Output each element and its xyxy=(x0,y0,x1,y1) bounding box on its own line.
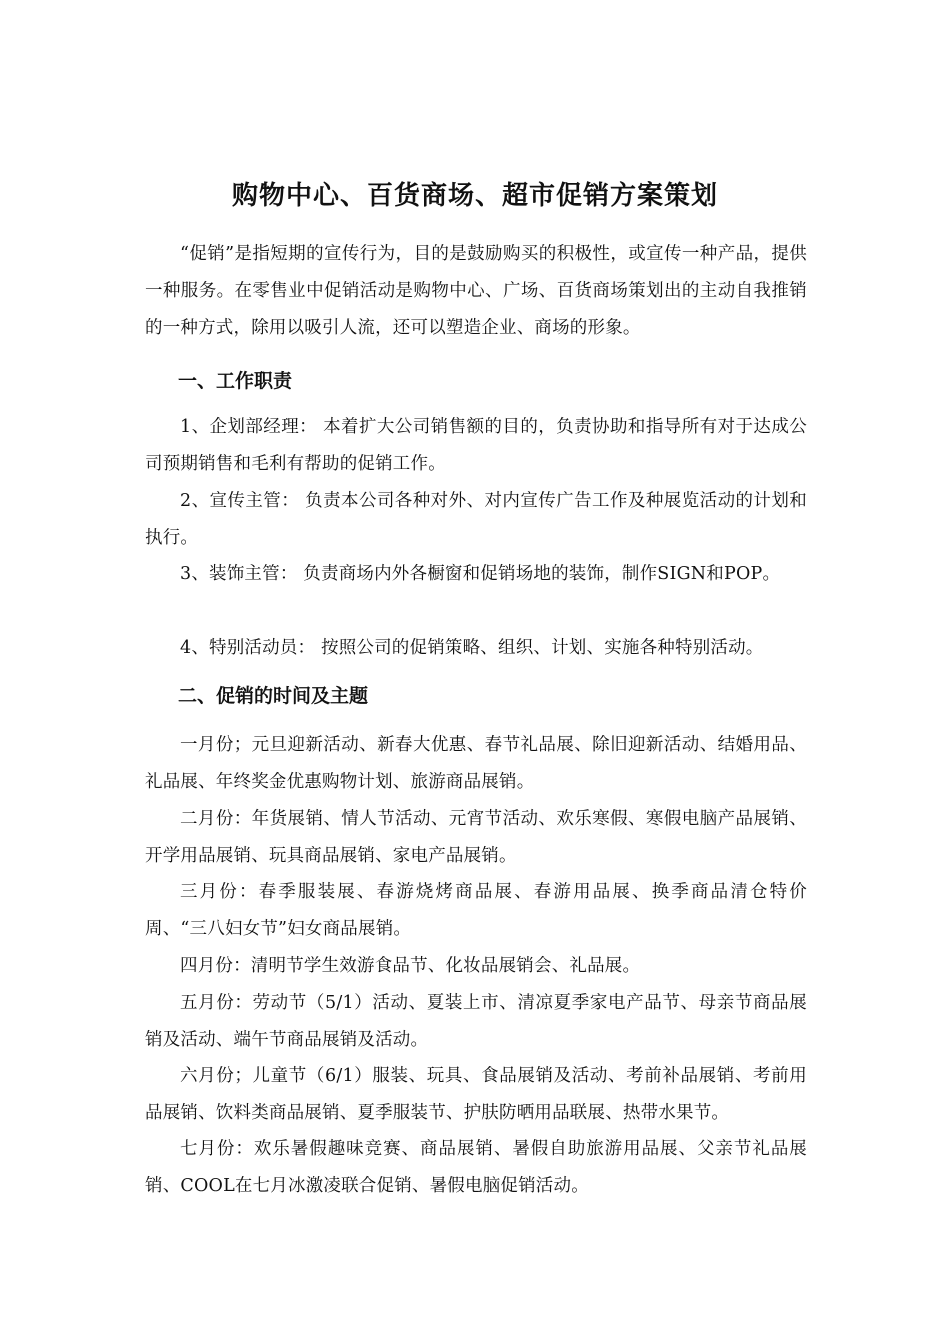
month-item-january: 一月份；元旦迎新活动、新春大优惠、春节礼品展、除旧迎新活动、结婚用品、礼品展、年终奖金优惠购物计划、旅游商品展销。 xyxy=(145,735,807,792)
duty-item-1: 1、企划部经理： 本着扩大公司销售额的目的，负责协助和指导所有对于达成公司预期销售和毛利有帮助的促销工作。 xyxy=(145,417,807,474)
month-item-may: 五月份：劳动节（5/1）活动、夏装上市、清凉夏季家电产品节、母亲节商品展销及活动、端午节商品展销及活动。 xyxy=(145,993,807,1050)
month-item-march: 三月份：春季服装展、春游烧烤商品展、春游用品展、换季商品清仓特价周、“三八妇女节”妇女商品展销。 xyxy=(145,882,807,939)
month-item-april: 四月份：清明节学生效游食品节、化妆品展销会、礼品展。 xyxy=(180,956,641,976)
intro-paragraph: “促销”是指短期的宣传行为，目的是鼓励购买的积极性，或宣传一种产品，提供一种服务。在零售业中促销活动是购物中心、广场、百货商场策划出的主动自我推销的一种方式，除用以吸引人流，还可以塑造企业、商场的形象。 xyxy=(145,244,807,338)
month-item-june: 六月份；儿童节（6/1）服装、玩具、食品展销及活动、考前补品展销、考前用品展销、饮料类商品展销、夏季服装节、护肤防晒用品联展、热带水果节。 xyxy=(145,1066,807,1123)
duty-item-4: 4、特别活动员： 按照公司的促销策略、组织、计划、实施各种特别活动。 xyxy=(180,638,764,658)
document-title: 购物中心、百货商场、超市促销方案策划 xyxy=(231,181,718,212)
section-heading-schedule: 二、促销的时间及主题 xyxy=(178,685,369,707)
duty-item-2: 2、宣传主管： 负责本公司各种对外、对内宣传广告工作及种展览活动的计划和执行。 xyxy=(145,491,807,548)
section-heading-duties: 一、工作职责 xyxy=(178,370,293,392)
month-item-july: 七月份：欢乐暑假趣味竞赛、商品展销、暑假自助旅游用品展、父亲节礼品展销、COOL在七月冰激凌联合促销、暑假电脑促销活动。 xyxy=(145,1139,807,1196)
duty-item-3: 3、装饰主管： 负责商场内外各橱窗和促销场地的装饰，制作SIGN和POP。 xyxy=(180,564,781,584)
month-item-february: 二月份：年货展销、情人节活动、元宵节活动、欢乐寒假、寒假电脑产品展销、开学用品展销、玩具商品展销、家电产品展销。 xyxy=(145,809,807,866)
